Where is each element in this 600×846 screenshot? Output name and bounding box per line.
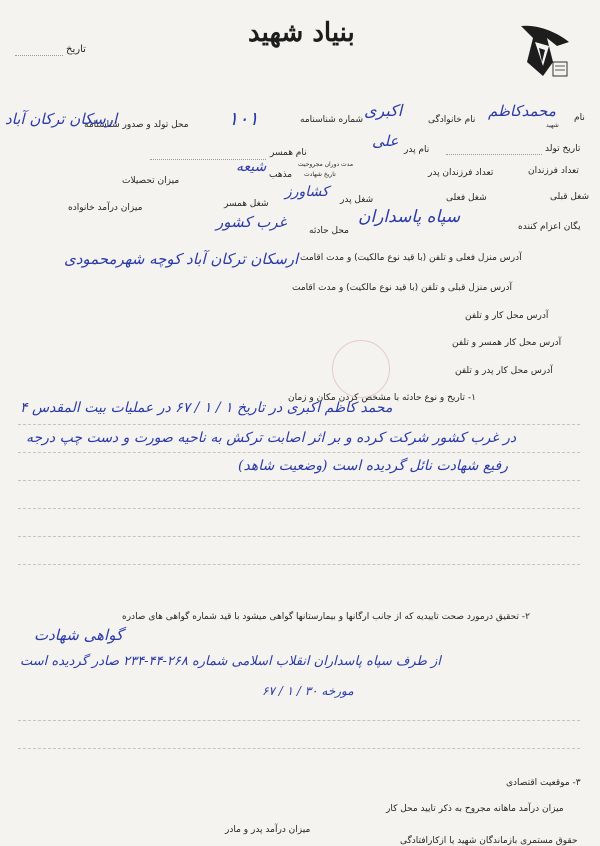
father-label: نام پدر: [404, 145, 430, 155]
ruled-line: [18, 720, 580, 721]
father-job-label: شغل پدر: [340, 195, 374, 205]
org-title: بنیاد شهید: [248, 18, 355, 48]
ruled-line: [18, 424, 580, 425]
service-label: مدت دوران مجروحیت: [298, 161, 354, 168]
ruled-line: [18, 480, 580, 481]
id-no-value[interactable]: ۱۰۱: [228, 108, 259, 130]
rights-label: حقوق مستمری بازماندگان شهید یا ازکارافتادگی: [400, 836, 578, 846]
religion-label: مذهب: [269, 170, 293, 180]
section1-line-2[interactable]: در غرب کشور شرکت کرده و بر اثر اصابت ترکش به ناحیه صورت و دست چپ درجه: [26, 430, 517, 446]
father-value[interactable]: علی: [372, 132, 399, 150]
martyr-date-label: تاریخ شهادت: [304, 171, 336, 178]
spouse-work-label: آدرس محل کار همسر و تلفن: [452, 338, 562, 348]
unit-value[interactable]: سپاه پاسداران: [358, 207, 461, 227]
children-label: تعداد فرزندان: [528, 166, 579, 176]
spouse-label: نام همسر: [270, 148, 307, 158]
section1-line-1[interactable]: محمد کاظم اکبری در تاریخ ۱ / ۱ / ۶۷ در عملیات بیت المقدس ۴: [20, 400, 393, 416]
parents-income-label: میزان درآمد پدر و مادر: [225, 825, 311, 835]
birthdate-blank[interactable]: [446, 154, 542, 155]
education-label: میزان تحصیلات: [122, 176, 180, 186]
name-label: نام: [574, 113, 585, 123]
section1-line-3[interactable]: رفیع شهادت نائل گردیده است (وضعیت شاهد): [238, 458, 508, 474]
section2-line-1[interactable]: از طرف سپاه پاسداران انقلاب اسلامی شماره ۲۶۸-۴۴-۲۳۴ صادر گردیده است: [20, 654, 441, 669]
ruled-line: [18, 508, 580, 509]
family-label: نام خانوادگی: [428, 115, 476, 125]
id-no-label: شماره شناسنامه: [300, 115, 364, 125]
section1-label: ۱- تاریخ و نوع حادثه با مشخص کردن مکان و زمان: [288, 393, 476, 403]
unit-label: یگان اعزام کننده: [518, 222, 581, 232]
monthly-income-label: میزان درآمد ماهانه مجروح به ذکر تایید محل کار: [386, 804, 564, 814]
job-label: شغل فعلی: [446, 193, 487, 203]
ruled-line: [18, 564, 580, 565]
spouse-job-label: شغل همسر: [224, 199, 269, 209]
ruled-line: [18, 536, 580, 537]
family-value[interactable]: اکبری: [364, 101, 403, 120]
income-label: میزان درآمد خانواده: [68, 203, 143, 213]
incident-place-value[interactable]: غرب کشور: [216, 213, 287, 231]
children-father-label: تعداد فرزندان پدر: [428, 168, 494, 178]
prev-job-label: شغل قبلی: [550, 192, 590, 202]
shahid-label: شهید: [546, 122, 559, 129]
name-value[interactable]: محمدکاظم: [488, 102, 556, 120]
faded-stamp: [332, 340, 390, 398]
foundation-logo-icon: [513, 22, 571, 84]
address-current-label: آدرس منزل فعلی و تلفن (با قید نوع مالکیت) و مدت اقامت: [300, 253, 522, 263]
section2-line-2[interactable]: مورخه ۳۰ / ۱ / ۶۷: [262, 684, 354, 698]
birthplace-value[interactable]: ارسکان ترکان آباد: [5, 110, 118, 128]
section2-label: ۲- تحقیق درمورد صحت تاییدیه که از جانب ارگانها و بیمارستانها گواهی میشود با قید شماره گواهی های صادره: [122, 612, 530, 622]
birthplace-label: محل تولد و صدور شناسنامه: [84, 120, 189, 130]
work-address-label: آدرس محل کار و تلفن: [465, 311, 549, 321]
incident-place-label: محل حادثه: [309, 226, 349, 236]
address-current-value[interactable]: ارسکان ترکان آباد کوچه شهرمحمودی: [64, 250, 299, 268]
father-job-value[interactable]: کشاورز: [285, 184, 329, 200]
section3-label: ۳- موقعیت اقتصادی: [506, 778, 581, 788]
ruled-line: [18, 748, 580, 749]
date-blank[interactable]: [15, 55, 63, 56]
father-work-label: آدرس محل کار پدر و تلفن: [455, 366, 553, 376]
date-label: تاریخ: [66, 44, 86, 55]
cert-word[interactable]: گواهی شهادت: [34, 626, 124, 644]
religion-value[interactable]: شیعه: [236, 159, 267, 175]
address-prev-label: آدرس منزل قبلی و تلفن (با قید نوع مالکیت) و مدت اقامت: [292, 283, 513, 293]
ruled-line: [18, 452, 580, 453]
birthdate-label: تاریخ تولد: [545, 144, 581, 154]
